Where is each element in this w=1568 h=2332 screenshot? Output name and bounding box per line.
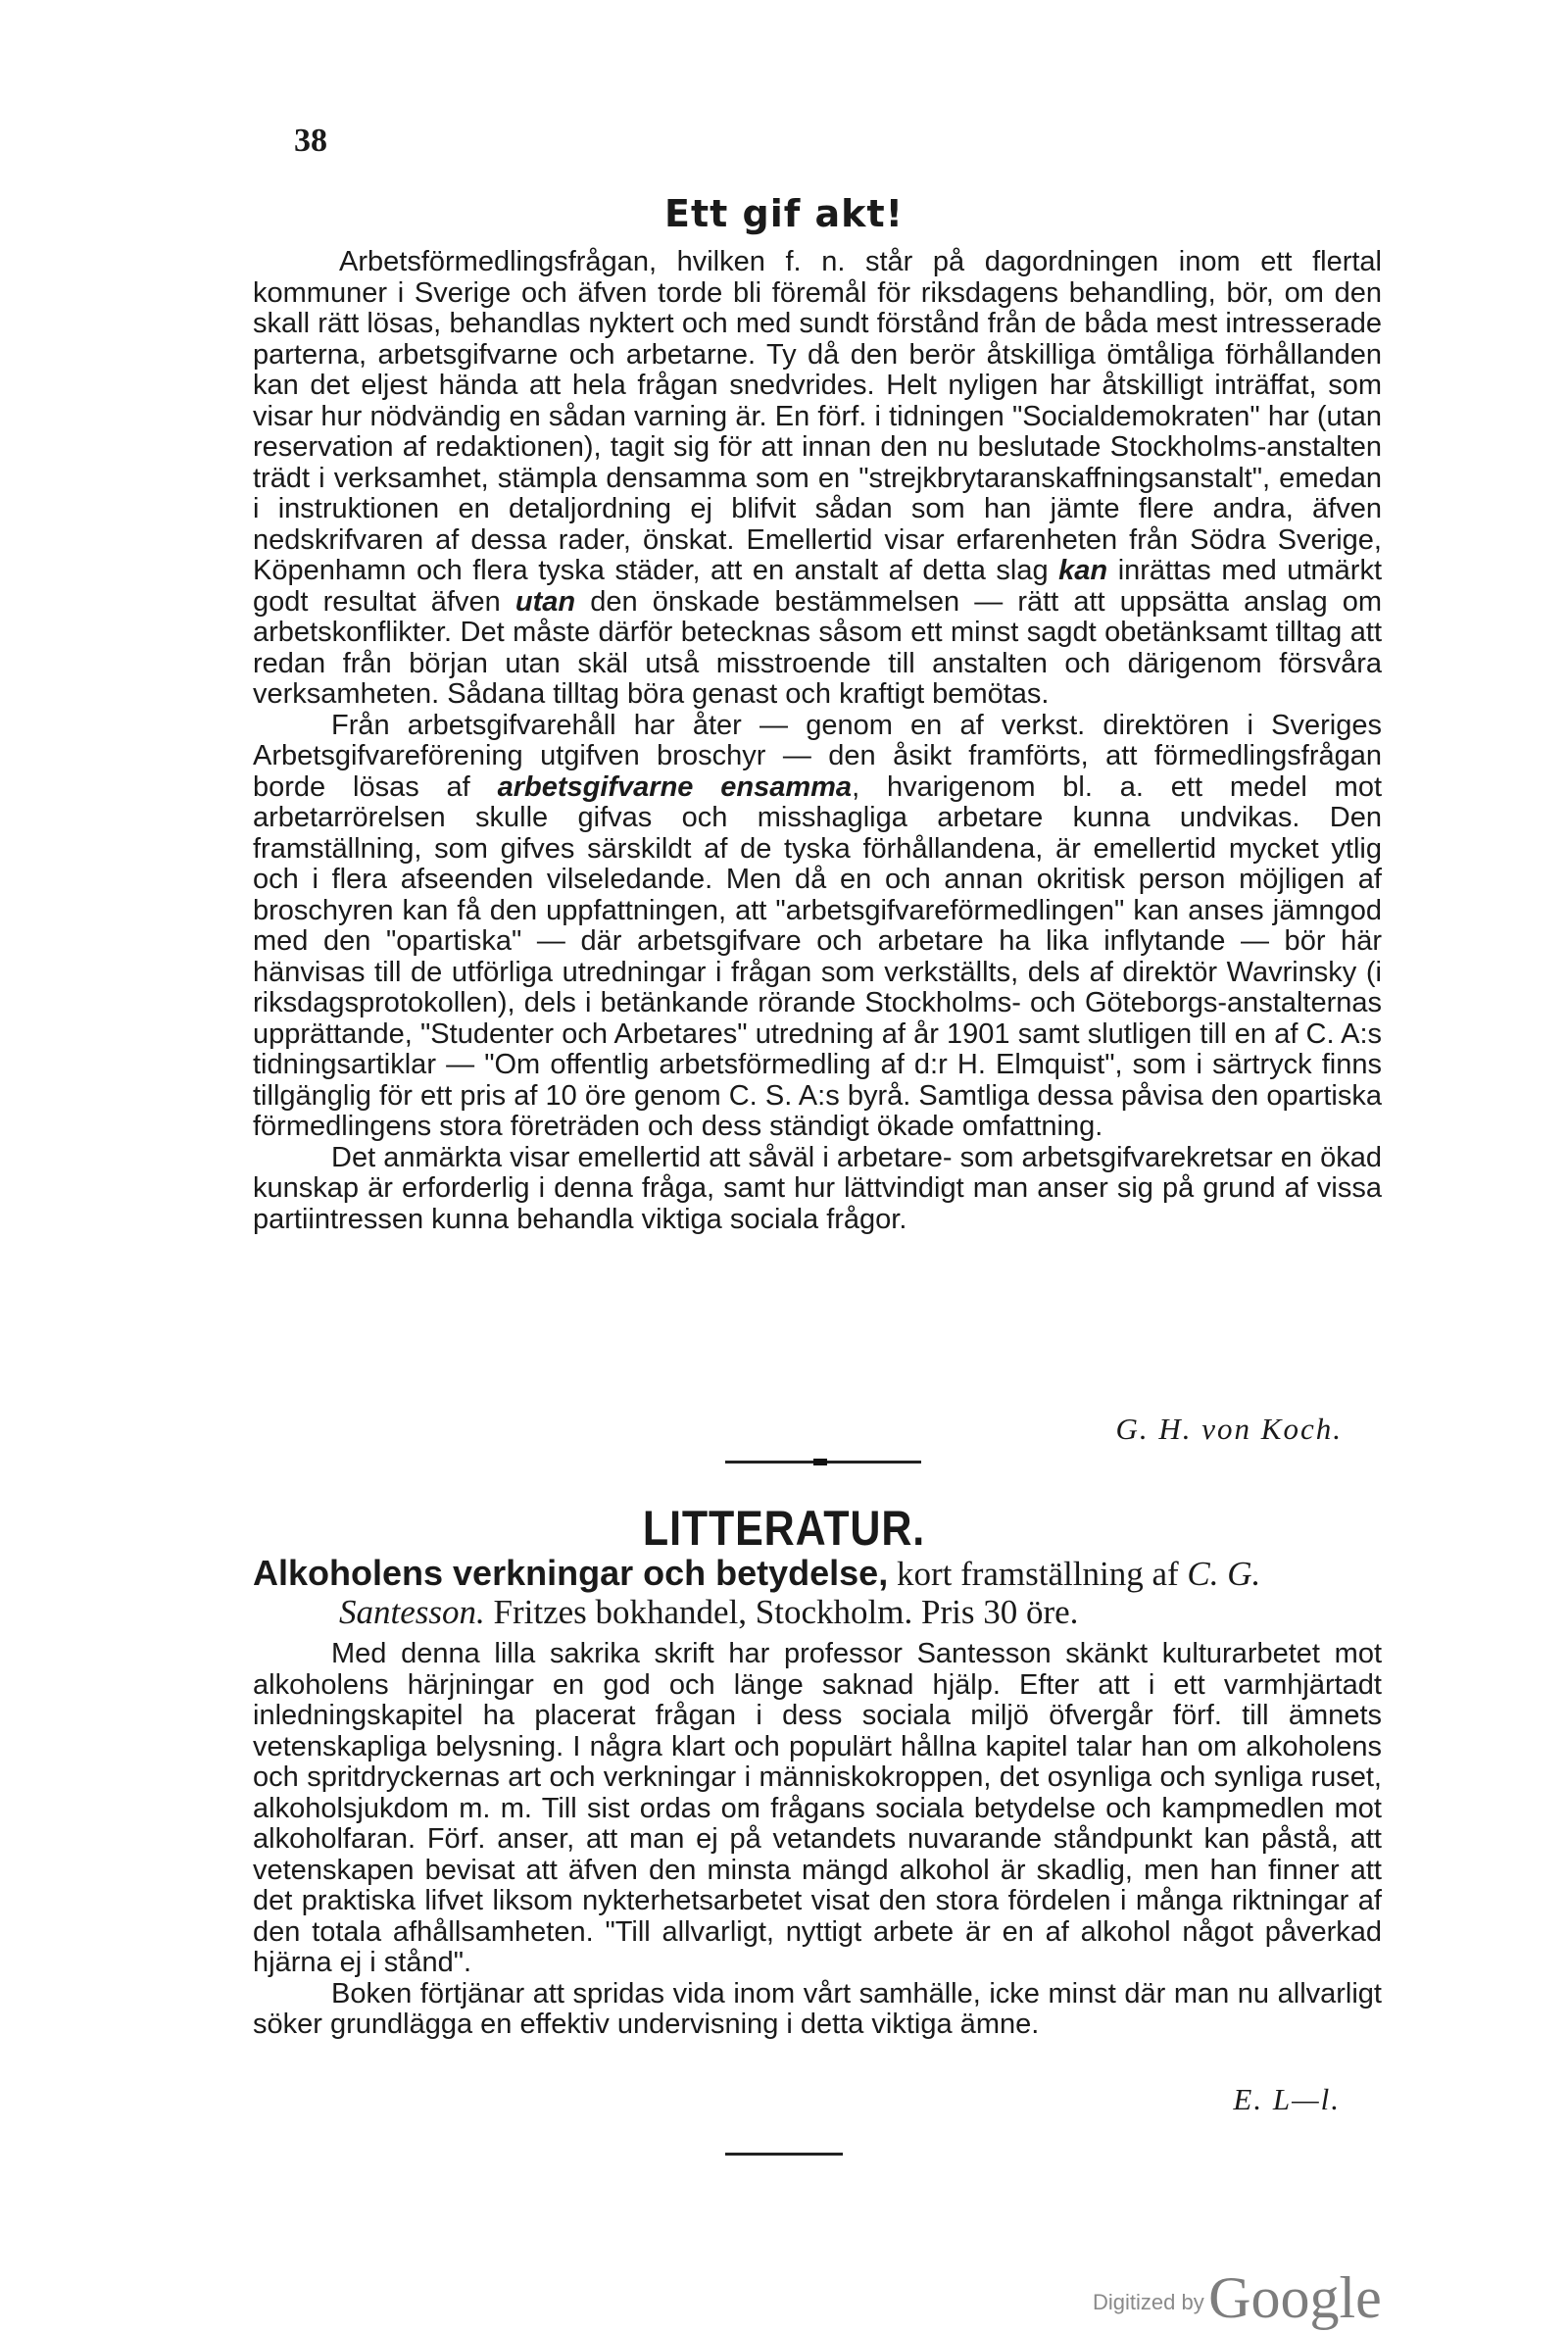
article-paragraph-1-text: Arbetsförmedlingsfrågan, hvilken f. n. står på dagordningen inom ett flertal kommuner i Sverige och äfven torde bli föremål för riksdagens behandling, bör, om den skall rätt lösas, behandlas nyktert och med sundt förstånd från de båda mest intresserade parterna, arbetsgifvarne och arbetarne. Ty då den berör åtskilliga ömtåliga förhållanden kan det eljest hända att hela frågan snedvrides. Helt nyligen har åtskilligt inträffat, som visar hur nödvändig en sådan varning är. En förf. i tidningen "Socialdemokraten" har (utan reservation af redaktionen), tagit sig för att innan den nu beslutade Stockholms-anstalten trädt i verksamhet, stämpla densamma som en "strejkbrytaranskaffningsanstalt", emedan i instruktionen en detaljordning ej blifvit sådan som han jämte flere andra, äfven nedskrifvaren af dessa rader, önskat. Emellertid visar erfarenheten från Södra Sverige, Köpenhamn och flera tyska städer, att en anstalt af detta slag bbox=[253, 246, 1382, 586]
review-header-line-1 bbox=[253, 1554, 1382, 1593]
article-signature: G. H. von Koch. bbox=[1115, 1412, 1343, 1446]
author-name: Santesson. bbox=[339, 1593, 485, 1631]
review-body bbox=[253, 1639, 1382, 2041]
review-paragraph-1: Med denna lilla sakrika skrift har professor Santesson skänkt kulturarbetet mot alkoholens härjningar en god och länge saknad hjälp. Efter att i ett varmhjärtadt inledningskapitel ha placerat frågan i dess sociala miljö öfvergår förf. till ämnets vetenskapliga belysning. I några klart och populärt hållna kapitel talar han om alkoholens och spritdryckernas art och verkningar i människokroppen, det osynliga och synliga ruset, alkoholsjukdom m. m. Till sist ordas om frågans sociala betydelse och kampmedlen mot alkoholfaran. Förf. anser, att man ej på vetandets nuvarande ståndpunkt kan påstå, att vetenskapen bevisat att äfven den minsta mängd alkohol är skadlig, men han finner att det praktiska lifvet liksom nykterhetsarbetet visat den stora fördelen i många riktningar af den totala afhållsamheten. "Till allvarligt, nyttigt arbete är en af alkohol något påverkad hjärna ej i stånd". bbox=[253, 1638, 1382, 1978]
review-header-line-2 bbox=[253, 1593, 1382, 1631]
article-paragraph-2 bbox=[253, 711, 1382, 1143]
article-paragraph-3: Det anmärkta visar emellertid att såväl i arbetare- som arbetsgifvarekretsar en ökad kunskap är erforderlig i denna fråga, samt hur lättvindigt man anser sig på grund af vissa partiintressen kunna behandla viktiga sociala frågor. bbox=[253, 1141, 1382, 1235]
book-description: kort framställning af bbox=[888, 1555, 1188, 1593]
digitized-watermark bbox=[1093, 2264, 1382, 2332]
article-paragraph-2-text: Från arbetsgifvarehåll har åter — genom en af verkst. direktören i Sveriges Arbetsgifvareförening utgifven broschyr — den åsikt framförts, att förmedlingsfrågan borde lösas af bbox=[253, 709, 1382, 803]
separator-rule-1 bbox=[725, 1461, 921, 1464]
review-header bbox=[253, 1554, 1382, 1631]
emphasis-kan: kan bbox=[1058, 555, 1108, 586]
emphasis-utan: utan bbox=[514, 585, 576, 618]
review-signature: E. L—l. bbox=[1233, 2082, 1341, 2116]
section-heading: LITTERATUR. bbox=[642, 1501, 926, 1556]
review-paragraph-2: Boken förtjänar att spridas vida inom vårt samhälle, icke minst där man nu allvarligt söker grundlägga en effektiv undervisning i detta viktiga ämne. bbox=[253, 1977, 1382, 2040]
article-title: Ett gif akt! bbox=[664, 192, 904, 235]
article-body bbox=[253, 247, 1382, 1235]
article-paragraph-1-mid: inrättas med utmärkt godt resultat äfven bbox=[253, 555, 1382, 618]
page-number: 38 bbox=[294, 123, 327, 159]
emphasis-arbetsgifvarne-ensamma: arbetsgifvarne ensamma bbox=[497, 770, 853, 803]
separator-rule-2 bbox=[725, 2153, 843, 2156]
publisher-info: Fritzes bokhandel, Stockholm. Pris 30 öre. bbox=[484, 1593, 1079, 1631]
watermark-prefix: Digitized by bbox=[1093, 2290, 1204, 2314]
google-logo: Google bbox=[1208, 2265, 1382, 2330]
book-title: Alkoholens verkningar och betydelse, bbox=[253, 1553, 889, 1593]
separator-ornament-1 bbox=[813, 1459, 827, 1465]
article-paragraph-2-end: , hvarigenom bl. a. ett medel mot arbetarrörelsen skulle gifvas och misshagliga arbetare kunna undvikas. Den framställning, som gifves särskildt af de tyska förhållandena, är emellertid mycket ytlig och i flera afseenden vilseledande. Men då en och annan okritisk person möjligen af broschyren kan få den uppfattningen, att "arbetsgifvareförmedlingen" kan anses jämngod med den "opartiska" — där arbetsgifvare och arbetare ha lika inflytande — bör här hänvisas till de utförliga utredningar i frågan som verkställts, dels af direktör Wavrinsky (i riksdagsprotokollen), dels i betänkande rörande Stockholms- och Göteborgs-anstalternas upprättande, "Studenter och Arbetares" utredning af år 1901 samt slutligen till en af C. A:s tidningsartiklar — "Om offentlig arbetsförmedling af d:r H. Elmquist", som i särtryck finns tillgänglig för ett pris af 10 öre genom C. S. A:s byrå. Samtliga dessa påvisa den opartiska förmedlingens stora företräden och dess ständigt ökade omfattning. bbox=[253, 770, 1383, 1142]
article-paragraph-1-end: den önskade bestämmelsen — rätt att uppsätta anslag om arbetskonflikter. Det måste därför betecknas såsom ett minst sagdt obetänksamt tilltag att redan från början utan skäl utså misstroende till anstalten och därigenom försvåra verksamheten. Sådana tilltag böra genast och kraftigt bemötas. bbox=[253, 585, 1382, 710]
article-paragraph-1 bbox=[253, 247, 1382, 711]
author-initials: C. G. bbox=[1187, 1555, 1261, 1593]
